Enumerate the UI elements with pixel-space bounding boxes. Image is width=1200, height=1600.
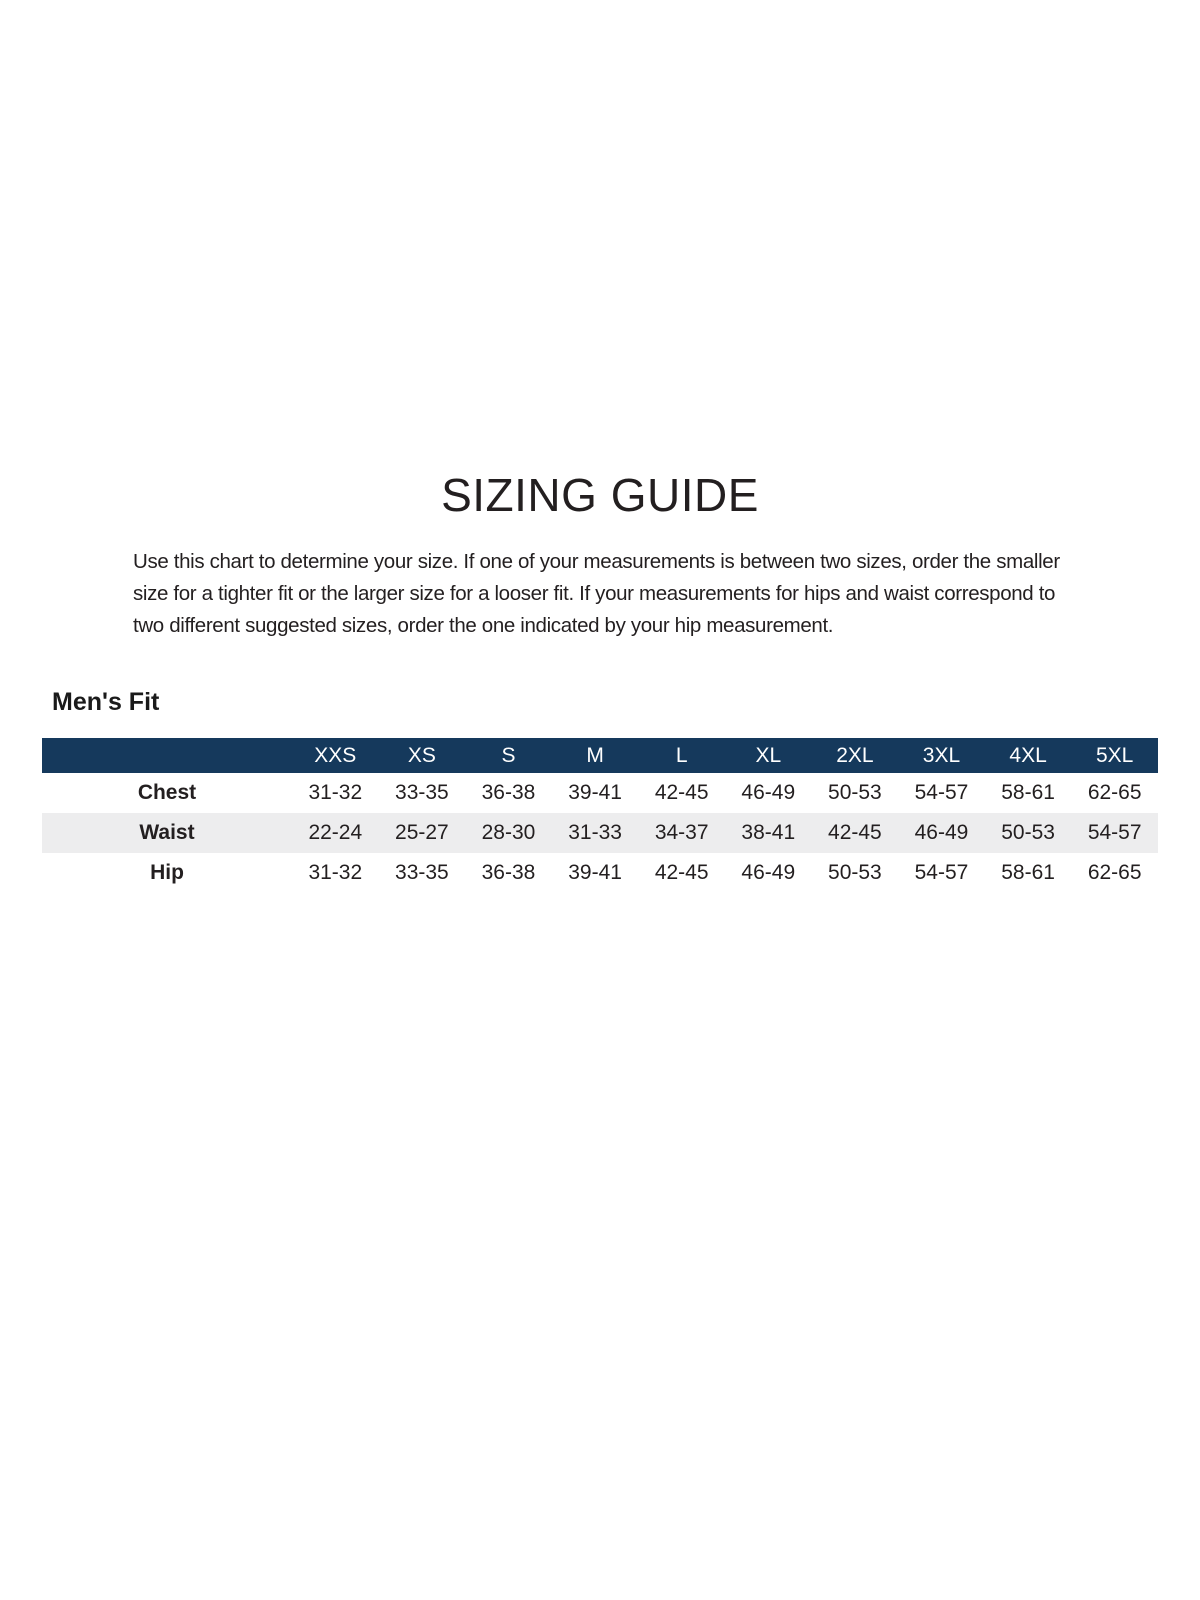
hip-value-xs: 33-35 (395, 861, 449, 884)
waist-value-xl: 38-41 (741, 821, 796, 844)
size-column-header-s: S (501, 744, 516, 767)
size-column-header-xxs: XXS (314, 744, 357, 767)
table-row-chest (42, 773, 1158, 813)
table-row-waist (42, 813, 1158, 853)
hip-value-4xl: 58-61 (1001, 861, 1055, 884)
section-label-mens-fit: Men's Fit (52, 688, 160, 716)
chest-value-2xl: 50-53 (828, 781, 882, 804)
chest-value-xl: 46-49 (741, 781, 796, 804)
waist-value-m: 31-33 (568, 821, 622, 844)
hip-value-3xl: 54-57 (914, 861, 969, 884)
row-label-waist: Waist (139, 821, 195, 844)
hip-value-l: 42-45 (654, 861, 709, 884)
row-label-chest: Chest (137, 781, 197, 804)
chest-value-3xl: 54-57 (914, 781, 969, 804)
intro-line-3: two different suggested sizes, order the one indicated by your hip measurement. (133, 614, 834, 637)
size-column-header-5xl: 5XL (1096, 744, 1134, 767)
chest-value-l: 42-45 (654, 781, 709, 804)
hip-value-s: 36-38 (481, 861, 536, 884)
size-column-header-l: L (675, 744, 688, 767)
size-table-header-row (42, 738, 1158, 773)
intro-line-1: Use this chart to determine your size. If one of your measurements is between two sizes, order the smaller (133, 550, 1060, 573)
waist-value-xs: 25-27 (395, 821, 449, 844)
hip-value-xxs: 31-32 (308, 861, 363, 884)
size-column-header-4xl: 4XL (1009, 744, 1047, 767)
size-column-header-xs: XS (407, 744, 436, 767)
chest-value-m: 39-41 (568, 781, 622, 804)
intro-paragraph (133, 546, 1060, 642)
waist-value-l: 34-37 (654, 821, 709, 844)
waist-value-s: 28-30 (481, 821, 536, 844)
intro-line-2: size for a tighter fit or the larger size for a looser fit. If your measurements for hips and waist correspond to (133, 582, 1056, 605)
hip-value-5xl: 62-65 (1087, 861, 1142, 884)
chest-value-4xl: 58-61 (1001, 781, 1055, 804)
size-column-header-2xl: 2XL (836, 744, 874, 767)
waist-value-xxs: 22-24 (308, 821, 363, 844)
table-row-hip (42, 853, 1158, 893)
size-column-header-3xl: 3XL (922, 744, 961, 767)
chest-value-xs: 33-35 (395, 781, 449, 804)
size-column-header-xl: XL (755, 744, 782, 767)
hip-value-2xl: 50-53 (828, 861, 882, 884)
chest-value-xxs: 31-32 (308, 781, 363, 804)
row-label-hip: Hip (150, 861, 184, 884)
mens-fit-size-table (42, 738, 1158, 893)
waist-value-3xl: 46-49 (914, 821, 969, 844)
waist-value-4xl: 50-53 (1001, 821, 1055, 844)
chest-value-5xl: 62-65 (1087, 781, 1142, 804)
hip-value-m: 39-41 (568, 861, 622, 884)
page-title: SIZING GUIDE (441, 469, 759, 521)
waist-value-2xl: 42-45 (828, 821, 882, 844)
hip-value-xl: 46-49 (741, 861, 796, 884)
chest-value-s: 36-38 (481, 781, 536, 804)
waist-value-5xl: 54-57 (1087, 821, 1142, 844)
size-column-header-m: M (586, 744, 604, 767)
